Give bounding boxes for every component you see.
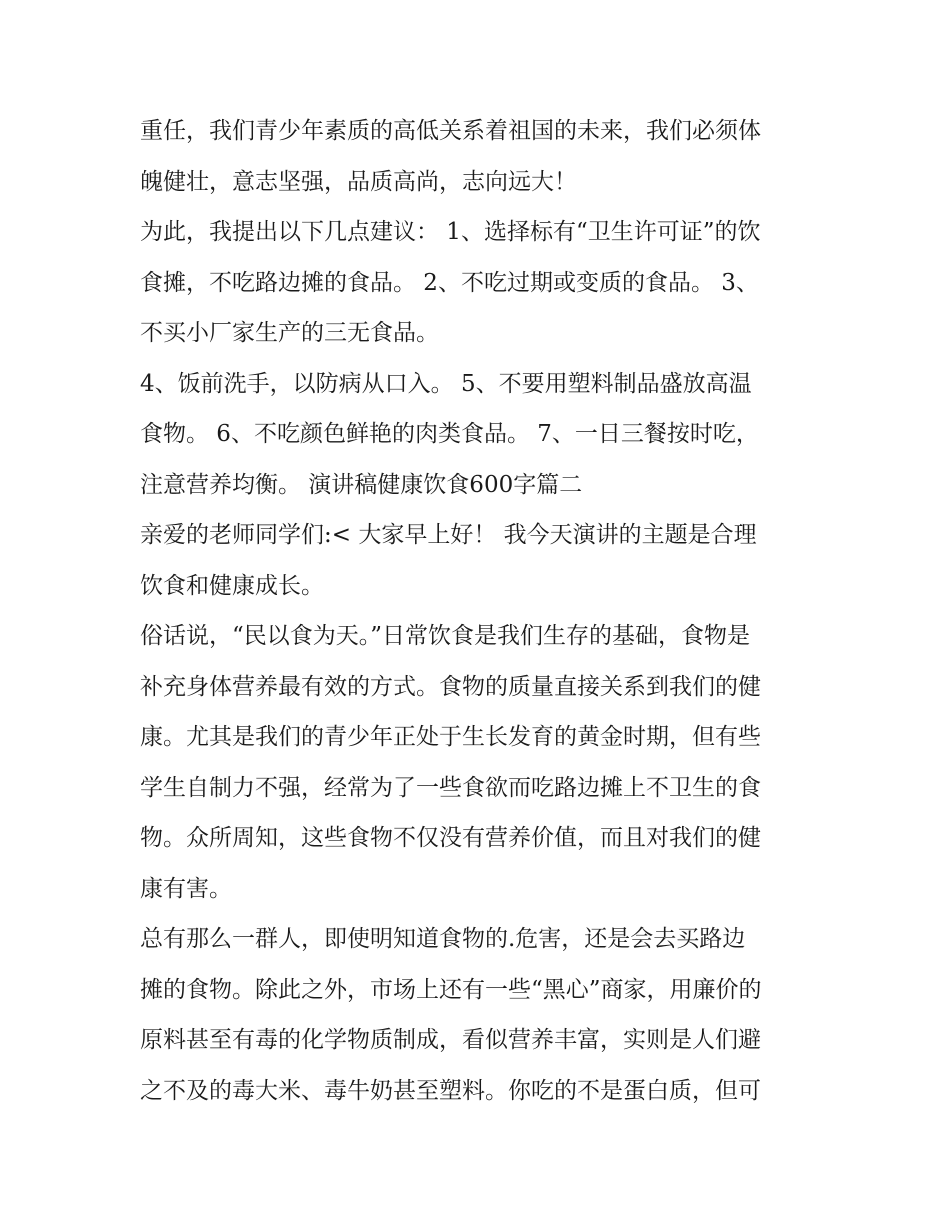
text-line: 饮食和健康成长。 — [140, 572, 324, 599]
text-line: 魄健壮，意志坚强，品质高尚，志向远大！ — [140, 168, 577, 195]
text-line: 食物。 6、不吃颜色鲜艳的肉类食品。 7、一日三餐按时吃， — [140, 421, 759, 447]
text-line: 之不及的毒大米、毒牛奶甚至塑料。你吃的不是蛋白质，但可 — [140, 1077, 761, 1104]
text-line: 食摊，不吃路边摊的食品。 2、不吃过期或变质的食品。 3、 — [140, 269, 759, 296]
text-line: 学生自制力不强，经常为了一些食欲而吃路边摊上不卫生的食 — [140, 774, 761, 801]
text-line: 4、饭前洗手，以防病从口入。 5、不要用塑料制品盛放高温 — [140, 370, 752, 397]
text-line: 补充身体营养最有效的方式。食物的质量直接关系到我们的健 — [140, 673, 761, 700]
document-body — [140, 106, 820, 1116]
text-line: 康有害。 — [140, 875, 232, 902]
text-line: 亲爱的老师同学们:< 大家早上好！ 我今天演讲的主题是合理 — [140, 522, 757, 548]
text-line: 不买小厂家生产的三无食品。 — [140, 320, 439, 346]
text-line: 原料甚至有毒的化学物质制成，看似营养丰富，实则是人们避 — [140, 1027, 761, 1053]
text-line: 注意营养均衡。 演讲稿健康饮食600字篇二 — [140, 471, 583, 498]
text-line: 摊的食物。除此之外，市场上还有一些“黑心”商家，用廉价的 — [140, 976, 762, 1003]
text-line: 为此，我提出以下几点建议： 1、选择标有“卫生许可证”的饮 — [140, 219, 761, 245]
text-line: 物。众所周知，这些食物不仅没有营养价值，而且对我们的健 — [140, 825, 761, 851]
text-line: 俗话说，“民以食为天。”日常饮食是我们生存的基础，食物是 — [140, 623, 751, 649]
text-line: 总有那么一群人，即使明知道食物的.危害，还是会去买路边 — [140, 926, 746, 952]
text-line: 重任，我们青少年素质的高低关系着祖国的未来，我们必须体 — [140, 118, 761, 144]
text-line: 康。尤其是我们的青少年正处于生长发育的黄金时期，但有些 — [140, 724, 761, 750]
